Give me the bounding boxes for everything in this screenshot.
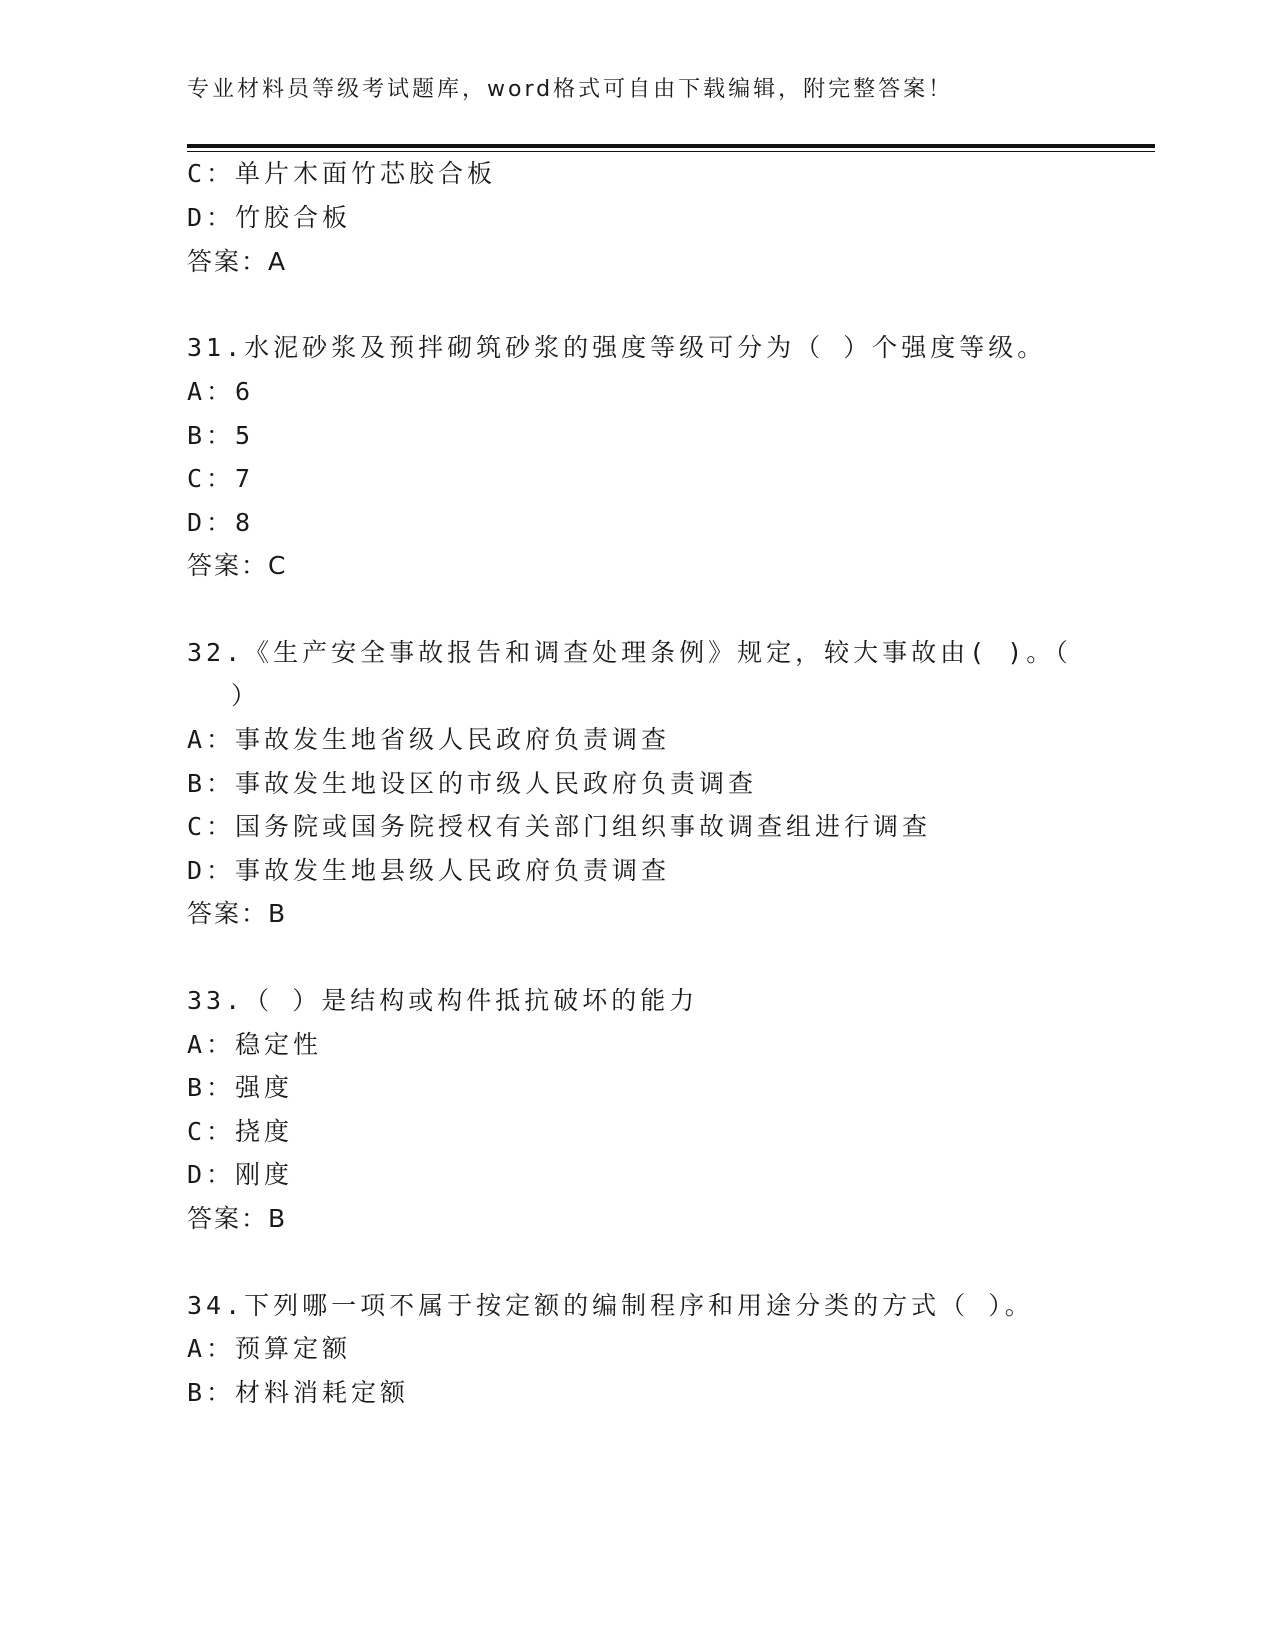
option-c-q33: C：挠度 — [187, 1117, 294, 1146]
option-b-q33: B：强度 — [187, 1073, 294, 1102]
question-32: 32.《生产安全事故报告和调查处理条例》规定，较大事故由( )。（ — [187, 638, 1072, 667]
option-d-q30: D：竹胶合板 — [187, 203, 352, 232]
option-c-q32: C：国务院或国务院授权有关部门组织事故调查组进行调查 — [187, 812, 932, 841]
option-b-q34: B：材料消耗定额 — [187, 1378, 410, 1407]
question-33: 33.（ ）是结构或构件抵抗破坏的能力 — [187, 986, 699, 1015]
option-a-q32: A：事故发生地省级人民政府负责调查 — [187, 725, 671, 754]
answer-q31: 答案：C — [187, 551, 288, 580]
header-rule-thin — [187, 151, 1155, 152]
answer-q30: 答案：A — [187, 247, 288, 276]
question-34: 34.下列哪一项不属于按定额的编制程序和用途分类的方式（ ）。 — [187, 1291, 1034, 1320]
option-d-q32: D：事故发生地县级人民政府负责调查 — [187, 856, 671, 885]
header-rule-thick — [187, 144, 1155, 148]
answer-q33: 答案：B — [187, 1204, 288, 1233]
option-b-q32: B：事故发生地设区的市级人民政府负责调查 — [187, 769, 758, 798]
option-c-q31: C：7 — [187, 464, 255, 493]
option-d-q31: D：8 — [187, 508, 255, 537]
answer-q32: 答案：B — [187, 899, 288, 928]
option-c-q30: C：单片木面竹芯胶合板 — [187, 159, 497, 188]
option-a-q31: A：6 — [187, 377, 255, 406]
question-31: 31.水泥砂浆及预拌砌筑砂浆的强度等级可分为（ ）个强度等级。 — [187, 333, 1047, 362]
option-a-q34: A：预算定额 — [187, 1334, 352, 1363]
option-b-q31: B：5 — [187, 421, 255, 450]
question-32-continued: ） — [231, 681, 261, 710]
option-d-q33: D：刚度 — [187, 1160, 294, 1189]
option-a-q33: A：稳定性 — [187, 1030, 323, 1059]
page-header: 专业材料员等级考试题库，word格式可自由下载编辑，附完整答案！ — [187, 77, 954, 102]
